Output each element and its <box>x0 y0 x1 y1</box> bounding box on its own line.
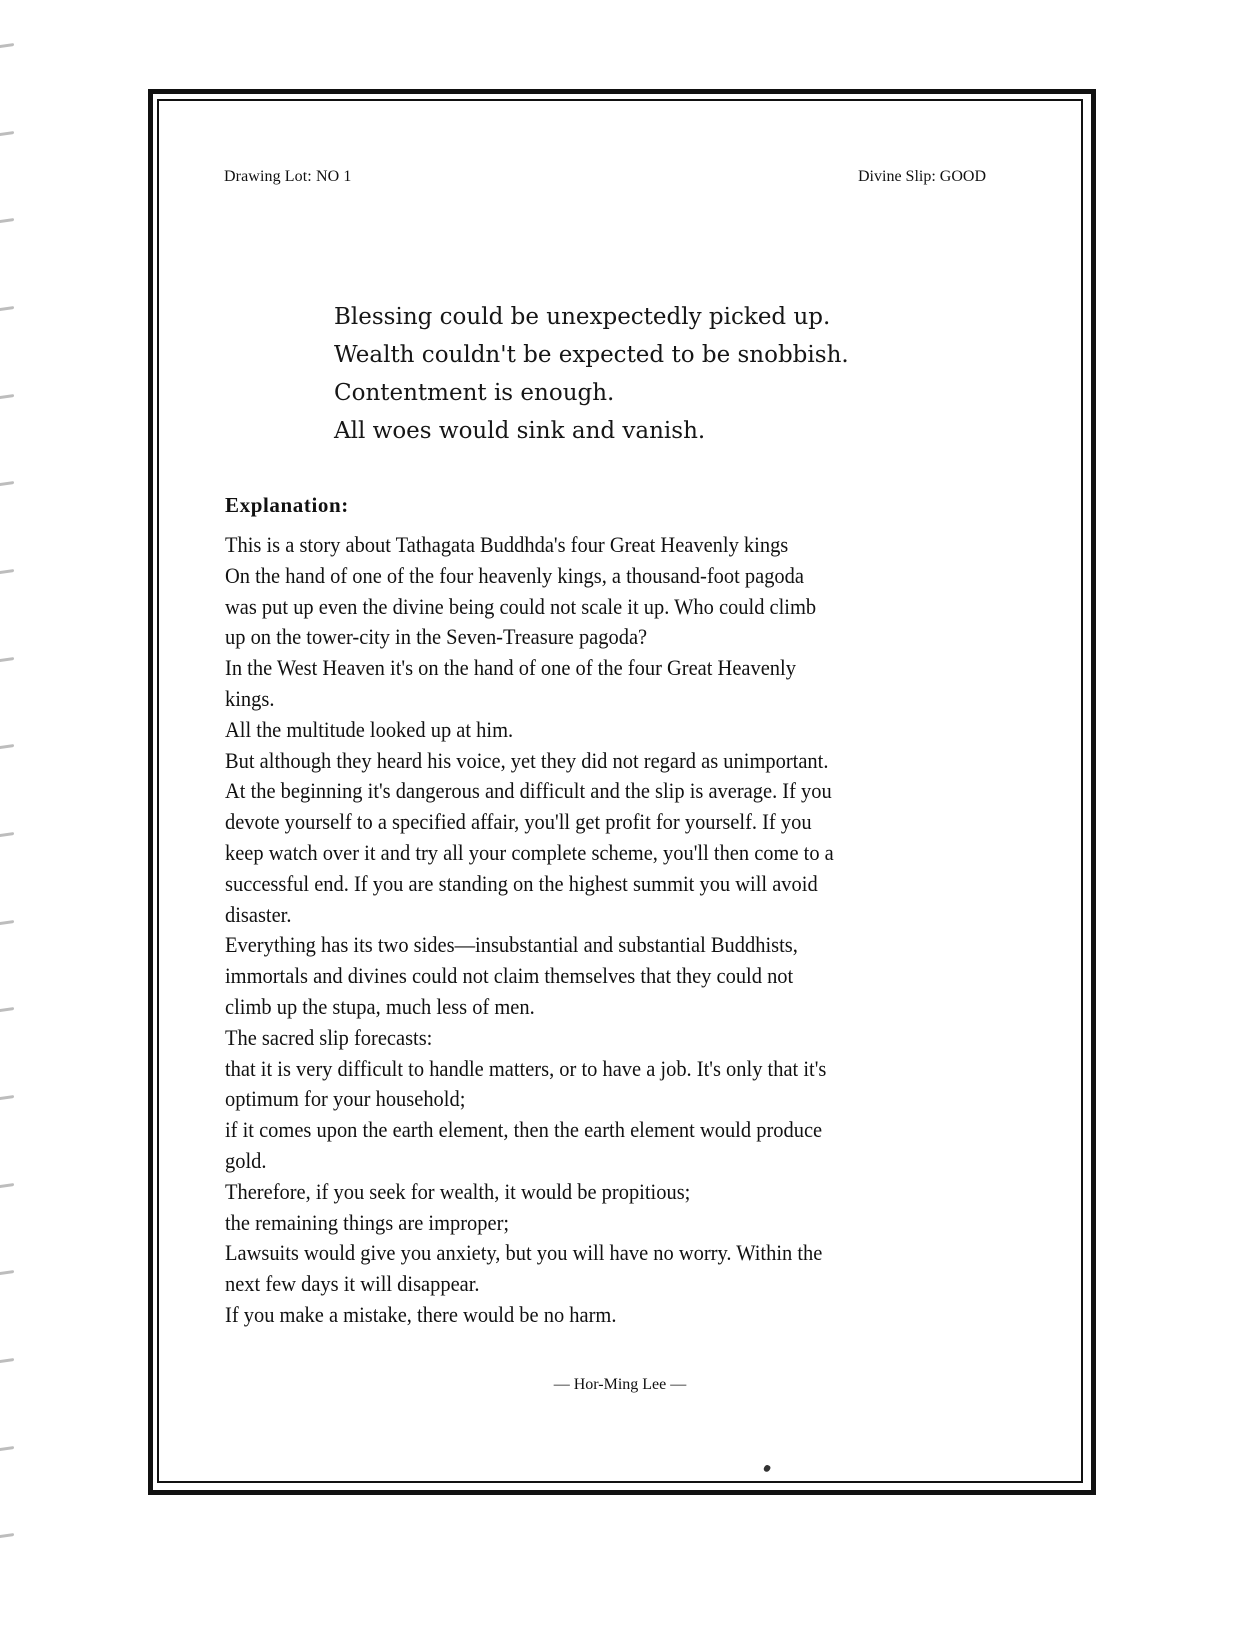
binding-mark <box>0 394 14 399</box>
binding-mark <box>0 569 14 574</box>
explanation-line: If you make a mistake, there would be no harm. <box>225 1301 617 1327</box>
explanation-line: devote yourself to a specified affair, you'll get profit for yourself. If you <box>225 809 812 835</box>
explanation-line: successful end. If you are standing on the highest summit you will avoid <box>225 870 818 896</box>
explanation-line: kings. <box>225 685 275 711</box>
explanation-heading: Explanation: <box>225 493 349 517</box>
binding-mark <box>0 43 14 48</box>
explanation-line: immortals and divines could not claim themselves that they could not <box>225 963 794 989</box>
binding-mark <box>0 657 14 662</box>
explanation-line: up on the tower-city in the Seven-Treasure pagoda? <box>225 624 648 650</box>
explanation-line: next few days it will disappear. <box>225 1271 480 1297</box>
divine-slip-label: Divine Slip: GOOD <box>858 168 986 185</box>
binding-mark <box>0 1095 14 1100</box>
binding-mark <box>0 1007 14 1012</box>
explanation-line: In the West Heaven it's on the hand of one of the four Great Heavenly <box>225 655 796 681</box>
explanation-line: the remaining things are improper; <box>225 1209 510 1235</box>
explanation-line: that it is very difficult to handle matters, or to have a job. It's only that it's <box>225 1055 827 1081</box>
binding-mark <box>0 1183 14 1188</box>
explanation-line: The sacred slip forecasts: <box>225 1024 433 1050</box>
binding-mark <box>0 832 14 837</box>
explanation-line: gold. <box>225 1147 267 1173</box>
explanation-line: At the beginning it's dangerous and difficult and the slip is average. If you <box>225 778 832 804</box>
explanation-line: This is a story about Tathagata Buddhda's four Great Heavenly kings <box>225 532 789 557</box>
explanation-line: On the hand of one of the four heavenly kings, a thousand-foot pagoda <box>225 562 804 588</box>
explanation-line: keep watch over it and try all your complete scheme, you'll then come to a <box>225 839 834 865</box>
binding-mark <box>0 920 14 925</box>
binding-mark <box>0 306 14 311</box>
explanation-line: climb up the stupa, much less of men. <box>225 993 535 1019</box>
binding-mark <box>0 744 14 749</box>
explanation-line: All the multitude looked up at him. <box>225 716 514 742</box>
explanation-line: Lawsuits would give you anxiety, but you will have no worry. Within the <box>225 1240 823 1266</box>
binding-mark <box>0 1446 14 1451</box>
explanation-line: optimum for your household; <box>225 1086 466 1112</box>
drawing-lot-label: Drawing Lot: NO 1 <box>224 168 352 185</box>
poem-line: Contentment is enough. <box>334 380 615 406</box>
poem <box>334 298 849 450</box>
poem-line: All woes would sink and vanish. <box>334 418 706 444</box>
binding-mark <box>0 1358 14 1363</box>
binding-mark <box>0 1533 14 1538</box>
explanation-line: Everything has its two sides—insubstantial and substantial Buddhists, <box>225 932 798 958</box>
binding-mark <box>0 481 14 486</box>
explanation-line: was put up even the divine being could not scale it up. Who could climb <box>225 593 817 619</box>
binding-mark <box>0 131 14 136</box>
explanation-line: But although they heard his voice, yet they did not regard as unimportant. <box>225 747 829 773</box>
poem-line: Blessing could be unexpectedly picked up. <box>334 304 831 330</box>
binding-mark <box>0 1270 14 1275</box>
explanation-line: Therefore, if you seek for wealth, it would be propitious; <box>225 1178 691 1204</box>
explanation-body <box>225 530 969 1331</box>
explanation-line: disaster. <box>225 901 292 927</box>
explanation-line: if it comes upon the earth element, then the earth element would produce <box>225 1117 823 1143</box>
binding-mark <box>0 218 14 223</box>
poem-line: Wealth couldn't be expected to be snobbish. <box>334 342 849 368</box>
author-signature: — Hor-Ming Lee — <box>553 1376 687 1393</box>
